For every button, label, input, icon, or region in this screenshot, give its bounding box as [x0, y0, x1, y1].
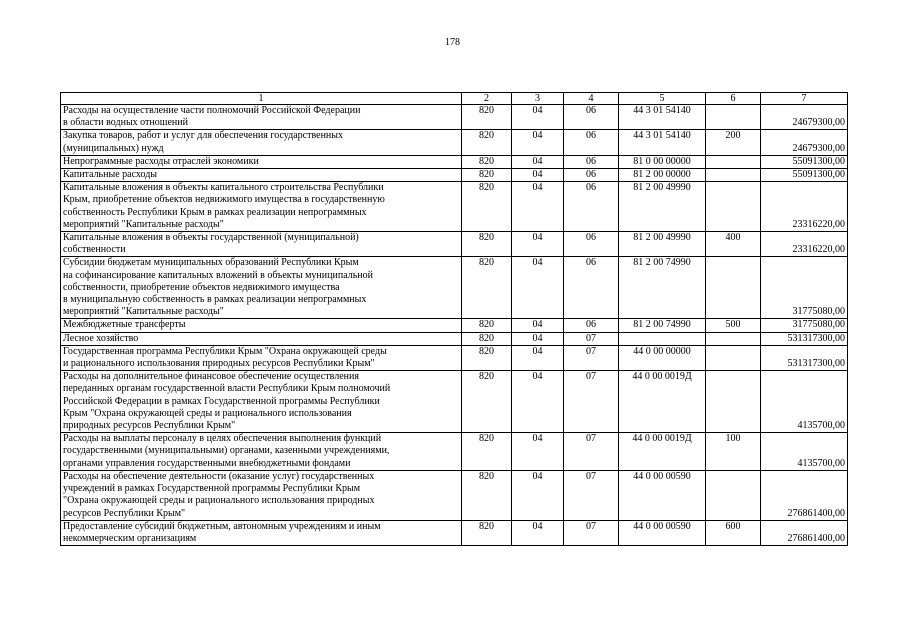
target-article-cell-text: 44 3 01 54140: [633, 130, 691, 142]
subsection-code-cell: [564, 105, 619, 130]
amount-cell-text: 31775080,00: [792, 319, 845, 331]
grbs-code-cell: [462, 105, 512, 130]
expense-type-cell-text: 100: [725, 433, 741, 445]
target-article-cell: [619, 130, 706, 155]
target-article-cell: [619, 182, 706, 232]
grbs-code-cell-text: 820: [479, 371, 494, 383]
section-code-cell: [512, 232, 564, 257]
target-article-cell-text: 81 2 00 49990: [633, 182, 691, 194]
amount-cell-text: 55091300,00: [792, 169, 845, 181]
expense-type-cell: [706, 257, 761, 319]
amount-cell-text: 276861400,00: [787, 507, 845, 519]
amount-cell: [761, 155, 848, 168]
expense-type-cell: [706, 319, 761, 332]
section-code-cell: [512, 319, 564, 332]
section-code-cell-text: 04: [532, 433, 543, 445]
row-name-cell: [61, 169, 462, 182]
grbs-code-cell-text: 820: [479, 232, 494, 244]
expense-type-cell: [706, 520, 761, 545]
amount-cell: [761, 105, 848, 130]
grbs-code-cell: [462, 433, 512, 471]
grbs-code-cell-text: 820: [479, 345, 494, 357]
subsection-code-cell-text: 07: [586, 470, 596, 482]
expense-type-cell-text: 200: [725, 130, 741, 142]
column-header: 6: [706, 93, 761, 105]
row-name-cell-text: Капитальные расходы: [63, 169, 158, 181]
table-row: [61, 155, 848, 168]
expense-type-cell: [706, 182, 761, 232]
expense-type-cell-text: 600: [725, 520, 741, 532]
subsection-code-cell: [564, 130, 619, 155]
row-name-cell-text: Субсидии бюджетам муниципальных образований Республики Крым на софинансирование капитальных вложений в объекты муниципальной собственности, приобретение объектов недвижимого имущества в муниципальную собственность в рамках реализации непрограммных мероприятий "Капитальные расходы": [63, 257, 373, 318]
row-name-cell-text: Расходы на обеспечение деятельности (оказание услуг) государственных учреждений в рамках Государственной программы Республики Крым "Охрана окружающей среды и рационального использования природных ресурсов Республики Крым": [63, 470, 375, 519]
section-code-cell-text: 04: [532, 319, 543, 331]
subsection-code-cell: [564, 232, 619, 257]
amount-cell: [761, 319, 848, 332]
target-article-cell-text: 44 3 01 54140: [633, 105, 691, 116]
grbs-code-cell: [462, 182, 512, 232]
target-article-cell: [619, 105, 706, 130]
amount-cell-text: 4135700,00: [797, 420, 845, 432]
row-name-cell: [61, 520, 462, 545]
expense-type-cell: [706, 169, 761, 182]
grbs-code-cell: [462, 520, 512, 545]
grbs-code-cell: [462, 319, 512, 332]
target-article-cell: [619, 319, 706, 332]
amount-cell-text: 23316220,00: [792, 218, 845, 230]
row-name-cell: [61, 371, 462, 433]
subsection-code-cell: [564, 169, 619, 182]
section-code-cell-text: 04: [532, 182, 543, 194]
section-code-cell-text: 04: [532, 257, 543, 269]
subsection-code-cell-text: 06: [586, 155, 596, 167]
subsection-code-cell-text: 06: [586, 319, 596, 331]
subsection-code-cell: [564, 155, 619, 168]
section-code-cell: [512, 470, 564, 520]
expense-type-cell: [706, 130, 761, 155]
amount-cell: [761, 345, 848, 370]
grbs-code-cell: [462, 470, 512, 520]
subsection-code-cell-text: 07: [586, 345, 596, 357]
target-article-cell: [619, 155, 706, 168]
row-name-cell-text: Межбюджетные трансферты: [63, 319, 186, 331]
table-row: [61, 345, 848, 370]
amount-cell: [761, 332, 848, 345]
target-article-cell-text: 81 0 00 00000: [633, 155, 691, 167]
amount-cell: [761, 182, 848, 232]
amount-cell: [761, 520, 848, 545]
row-name-cell: [61, 470, 462, 520]
grbs-code-cell-text: 820: [479, 155, 494, 167]
grbs-code-cell: [462, 155, 512, 168]
subsection-code-cell-text: 06: [586, 169, 596, 181]
section-code-cell-text: 04: [532, 520, 543, 532]
table-row: [61, 332, 848, 345]
row-name-cell-text: Расходы на дополнительное финансовое обеспечение осуществления переданных органам государственной власти Республики Крым полномочий Российской Федерации в рамках Государственной программы Республики Крым "Охрана окружающей среды и рационального использования природных ресурсов Республики Крым": [63, 371, 391, 432]
section-code-cell-text: 04: [532, 105, 543, 116]
section-code-cell-text: 04: [532, 169, 543, 181]
target-article-cell-text: 44 0 00 0019Д: [632, 433, 692, 445]
budget-table: [60, 92, 848, 546]
subsection-code-cell: [564, 257, 619, 319]
row-name-cell-text: Государственная программа Республики Крым "Охрана окружающей среды и рационального использования природных ресурсов Республики Крым": [63, 345, 387, 370]
grbs-code-cell: [462, 232, 512, 257]
page-number: 178: [445, 37, 460, 48]
target-article-cell-text: 44 0 00 00000: [633, 345, 691, 357]
row-name-cell: [61, 433, 462, 471]
amount-cell-text: 4135700,00: [797, 457, 845, 469]
amount-cell: [761, 371, 848, 433]
target-article-cell-text: 44 0 00 00590: [633, 470, 691, 482]
expense-type-cell: [706, 155, 761, 168]
amount-cell-text: 531317300,00: [787, 358, 845, 370]
section-code-cell: [512, 155, 564, 168]
row-name-cell: [61, 257, 462, 319]
grbs-code-cell: [462, 332, 512, 345]
grbs-code-cell-text: 820: [479, 520, 494, 532]
section-code-cell: [512, 332, 564, 345]
subsection-code-cell: [564, 319, 619, 332]
row-name-cell-text: Непрограммные расходы отраслей экономики: [63, 155, 259, 167]
subsection-code-cell-text: 06: [586, 257, 596, 269]
row-name-cell-text: Лесное хозяйство: [63, 332, 139, 344]
subsection-code-cell-text: 07: [586, 371, 596, 383]
row-name-cell: [61, 182, 462, 232]
table-row: [61, 433, 848, 471]
amount-cell-text: 276861400,00: [787, 532, 845, 544]
target-article-cell-text: 81 2 00 74990: [633, 257, 691, 269]
target-article-cell: [619, 470, 706, 520]
subsection-code-cell: [564, 470, 619, 520]
target-article-cell: [619, 433, 706, 471]
amount-cell-text: 31775080,00: [792, 306, 845, 318]
section-code-cell: [512, 371, 564, 433]
target-article-cell-text: 81 2 00 49990: [633, 232, 691, 244]
section-code-cell-text: 04: [532, 130, 543, 142]
table-row: [61, 130, 848, 155]
section-code-cell-text: 04: [532, 371, 543, 383]
target-article-cell: [619, 169, 706, 182]
subsection-code-cell-text: 06: [586, 105, 596, 116]
subsection-code-cell-text: 07: [586, 433, 596, 445]
grbs-code-cell-text: 820: [479, 332, 494, 344]
subsection-code-cell-text: 06: [586, 130, 596, 142]
section-code-cell: [512, 345, 564, 370]
amount-cell-text: 531317300,00: [787, 332, 845, 344]
expense-type-cell: [706, 371, 761, 433]
row-name-cell-text: Предоставление субсидий бюджетным, автономным учреждениям и иным некоммерческим организациям: [63, 520, 381, 544]
grbs-code-cell-text: 820: [479, 257, 494, 269]
expense-type-cell: [706, 332, 761, 345]
table-row: [61, 470, 848, 520]
grbs-code-cell-text: 820: [479, 319, 494, 331]
table-row: [61, 257, 848, 319]
subsection-code-cell: [564, 332, 619, 345]
column-header: 3: [512, 93, 564, 105]
grbs-code-cell-text: 820: [479, 182, 494, 194]
grbs-code-cell: [462, 169, 512, 182]
amount-cell: [761, 433, 848, 471]
section-code-cell-text: 04: [532, 345, 543, 357]
section-code-cell: [512, 130, 564, 155]
grbs-code-cell: [462, 371, 512, 433]
row-name-cell-text: Капитальные вложения в объекты капитального строительства Республики Крым, приобретение объектов недвижимого имущества в государственную собственность Республики Крым в рамках реализации непрограммных мероприятий "Капитальные расходы": [63, 182, 385, 230]
row-name-cell: [61, 232, 462, 257]
section-code-cell: [512, 433, 564, 471]
target-article-cell-text: 44 0 00 0019Д: [632, 371, 692, 383]
expense-type-cell: [706, 345, 761, 370]
expense-type-cell: [706, 433, 761, 471]
target-article-cell: [619, 520, 706, 545]
subsection-code-cell-text: 07: [586, 332, 596, 344]
grbs-code-cell: [462, 130, 512, 155]
target-article-cell-text: 81 2 00 00000: [633, 169, 691, 181]
expense-type-cell-text: 500: [725, 319, 741, 331]
target-article-cell: [619, 332, 706, 345]
amount-cell: [761, 130, 848, 155]
subsection-code-cell-text: 06: [586, 232, 596, 244]
expense-type-cell: [706, 470, 761, 520]
row-name-cell-text: Закупка товаров, работ и услуг для обеспечения государственных (муниципальных) нужд: [63, 130, 344, 154]
expense-type-cell-text: 400: [725, 232, 741, 244]
column-header: 5: [619, 93, 706, 105]
section-code-cell-text: 04: [532, 470, 543, 482]
column-header: 1: [61, 93, 462, 105]
section-code-cell: [512, 257, 564, 319]
subsection-code-cell: [564, 371, 619, 433]
table-row: [61, 319, 848, 332]
row-name-cell-text: Расходы на выплаты персоналу в целях обеспечения выполнения функций государственными (муниципальными) органами, казенными учреждениями, органами управления государственными внебюджетными фондами: [63, 433, 390, 469]
column-header: 7: [761, 93, 848, 105]
table-row: [61, 520, 848, 545]
column-header: 2: [462, 93, 512, 105]
grbs-code-cell-text: 820: [479, 433, 494, 445]
grbs-code-cell-text: 820: [479, 105, 494, 116]
amount-cell-text: 55091300,00: [792, 155, 845, 167]
section-code-cell-text: 04: [532, 332, 543, 344]
subsection-code-cell: [564, 182, 619, 232]
amount-cell: [761, 169, 848, 182]
row-name-cell: [61, 332, 462, 345]
row-name-cell: [61, 105, 462, 130]
section-code-cell: [512, 520, 564, 545]
amount-cell-text: 24679300,00: [792, 117, 845, 129]
table-row: [61, 371, 848, 433]
target-article-cell: [619, 371, 706, 433]
table-row: [61, 169, 848, 182]
section-code-cell: [512, 182, 564, 232]
amount-cell: [761, 257, 848, 319]
grbs-code-cell-text: 820: [479, 169, 494, 181]
amount-cell-text: 23316220,00: [792, 244, 845, 256]
subsection-code-cell-text: 06: [586, 182, 596, 194]
target-article-cell: [619, 257, 706, 319]
target-article-cell: [619, 232, 706, 257]
subsection-code-cell-text: 07: [586, 520, 596, 532]
subsection-code-cell: [564, 345, 619, 370]
target-article-cell-text: 81 2 00 74990: [633, 319, 691, 331]
grbs-code-cell: [462, 345, 512, 370]
column-header: 4: [564, 93, 619, 105]
amount-cell: [761, 470, 848, 520]
amount-cell-text: 24679300,00: [792, 142, 845, 154]
section-code-cell: [512, 105, 564, 130]
grbs-code-cell-text: 820: [479, 470, 494, 482]
subsection-code-cell: [564, 433, 619, 471]
section-code-cell-text: 04: [532, 232, 543, 244]
grbs-code-cell-text: 820: [479, 130, 494, 142]
row-name-cell: [61, 130, 462, 155]
subsection-code-cell: [564, 520, 619, 545]
grbs-code-cell: [462, 257, 512, 319]
expense-type-cell: [706, 232, 761, 257]
target-article-cell: [619, 345, 706, 370]
row-name-cell-text: Капитальные вложения в объекты государственной (муниципальной) собственности: [63, 232, 359, 256]
section-code-cell-text: 04: [532, 155, 543, 167]
table-row: [61, 232, 848, 257]
target-article-cell-text: 44 0 00 00590: [633, 520, 691, 532]
expense-type-cell: [706, 105, 761, 130]
table-row: [61, 105, 848, 130]
amount-cell: [761, 232, 848, 257]
row-name-cell: [61, 155, 462, 168]
row-name-cell: [61, 345, 462, 370]
table-header-row: [61, 93, 848, 105]
section-code-cell: [512, 169, 564, 182]
table-row: [61, 182, 848, 232]
row-name-cell: [61, 319, 462, 332]
row-name-cell-text: Расходы на осуществление части полномочий Российской Федерации в области водных отношений: [63, 105, 361, 129]
